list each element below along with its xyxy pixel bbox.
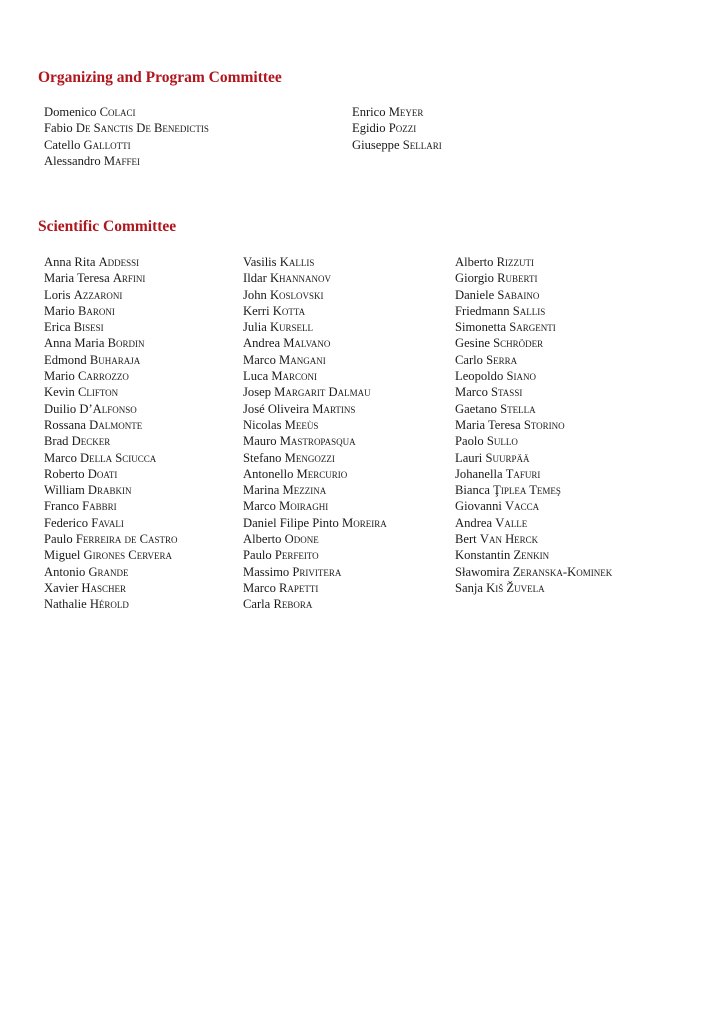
committee-member: [455, 564, 612, 580]
member-last-name: Martins: [312, 401, 356, 416]
committee-member: [455, 515, 612, 531]
member-first-name: Leopoldo: [455, 369, 504, 384]
committee-member: [44, 104, 209, 120]
member-first-name: Federico: [44, 515, 89, 530]
committee-member: [243, 531, 387, 547]
member-first-name: Catello: [44, 137, 81, 152]
member-last-name: Rizzuti: [496, 255, 535, 269]
committee-member: [455, 352, 612, 368]
member-first-name: Enrico: [352, 105, 386, 119]
committee-member: [44, 120, 209, 136]
member-last-name: Bisesi: [73, 320, 104, 335]
member-first-name: Mauro: [243, 434, 277, 449]
member-first-name: Julia: [243, 320, 267, 335]
member-last-name: Suurpää: [485, 450, 530, 465]
member-last-name: Clifton: [77, 385, 119, 400]
member-first-name: Ildar: [243, 271, 267, 286]
member-first-name: Domenico: [44, 105, 97, 119]
committee-member: [44, 254, 178, 270]
member-first-name: Marco: [455, 385, 488, 400]
committee-member: [44, 564, 178, 580]
member-first-name: Nicolas: [243, 417, 282, 432]
member-last-name: Stella: [500, 401, 536, 416]
member-first-name: Johanella: [455, 466, 503, 481]
committee-member: [44, 433, 178, 449]
committee-member: [44, 384, 178, 400]
member-last-name: Ruberti: [497, 271, 538, 286]
member-last-name: Hérold: [89, 597, 129, 612]
member-first-name: Giorgio: [455, 271, 494, 286]
member-last-name: Sullo: [486, 434, 518, 449]
committee-member: [243, 482, 387, 498]
organizing-committee-heading: Organizing and Program Committee: [38, 69, 282, 86]
member-last-name: Zenkin: [513, 548, 550, 563]
member-first-name: Anna Maria: [44, 336, 105, 351]
committee-member: [352, 120, 442, 136]
member-last-name: Della Sciucca: [80, 450, 157, 465]
committee-member: [44, 153, 209, 169]
committee-member: [44, 319, 178, 335]
member-last-name: Zeranska-Kominek: [512, 564, 613, 579]
member-first-name: William: [44, 483, 85, 498]
member-last-name: Kiš Žuvela: [486, 580, 545, 595]
member-first-name: Roberto: [44, 466, 85, 481]
member-last-name: Sargenti: [509, 320, 556, 335]
member-last-name: Serra: [486, 352, 518, 367]
member-last-name: Doati: [87, 466, 118, 481]
member-first-name: Paolo: [455, 434, 484, 449]
member-first-name: Maria Teresa: [44, 271, 110, 286]
committee-member: [455, 482, 612, 498]
member-last-name: Storino: [523, 417, 565, 432]
member-first-name: Josep: [243, 385, 271, 400]
committee-member: [243, 335, 387, 351]
member-last-name: Schröder: [493, 336, 544, 351]
member-last-name: D’Alfonso: [79, 401, 137, 416]
committee-member: [44, 450, 178, 466]
committee-member: [455, 384, 612, 400]
committee-member: [243, 384, 387, 400]
member-last-name: Carrozzo: [77, 369, 129, 384]
member-first-name: Marco: [243, 580, 276, 595]
member-first-name: Maria Teresa: [455, 417, 521, 432]
member-first-name: Kerri: [243, 303, 270, 318]
member-last-name: Odone: [284, 532, 319, 547]
committee-member: [44, 482, 178, 498]
member-last-name: Moreira: [342, 515, 387, 530]
member-first-name: Lauri: [455, 450, 483, 465]
member-last-name: Stassi: [491, 385, 523, 400]
member-last-name: Buharaja: [89, 352, 141, 367]
committee-member: [243, 433, 387, 449]
committee-member: [44, 401, 178, 417]
committee-member: [243, 450, 387, 466]
member-last-name: Hascher: [81, 580, 127, 595]
member-last-name: Addessi: [98, 255, 140, 269]
member-last-name: Khannanov: [269, 271, 332, 286]
committee-member: [455, 401, 612, 417]
committee-member: [455, 319, 612, 335]
member-last-name: Perfeito: [274, 548, 319, 563]
committee-member: [243, 368, 387, 384]
member-first-name: Fabio: [44, 121, 73, 136]
committee-member: [455, 498, 612, 514]
member-first-name: Konstantin: [455, 548, 511, 563]
member-first-name: Carlo: [455, 352, 483, 367]
member-last-name: Sallis: [512, 303, 546, 318]
member-last-name: Moiraghi: [279, 499, 329, 514]
committee-member: [243, 270, 387, 286]
committee-member: [44, 596, 178, 612]
committee-member: [44, 287, 178, 303]
member-first-name: Carla: [243, 597, 271, 612]
member-last-name: Meyer: [388, 105, 424, 119]
member-last-name: Grande: [88, 564, 129, 579]
committee-member: [455, 368, 612, 384]
member-first-name: Brad: [44, 434, 69, 449]
committee-member: [455, 580, 612, 596]
committee-member: [455, 450, 612, 466]
member-last-name: Favali: [91, 515, 124, 530]
member-last-name: Kursell: [269, 320, 314, 335]
organizing-committee-column-2: [352, 104, 442, 153]
member-last-name: Siano: [506, 369, 536, 384]
member-first-name: Antonello: [243, 466, 294, 481]
member-first-name: Gaetano: [455, 401, 497, 416]
member-first-name: Giuseppe: [352, 137, 400, 152]
member-last-name: Van Herck: [479, 532, 539, 547]
member-first-name: Sanja: [455, 580, 483, 595]
member-last-name: Kallis: [279, 255, 315, 269]
member-last-name: Sellari: [402, 137, 442, 152]
member-last-name: Mastropasqua: [279, 434, 356, 449]
member-last-name: Koslovski: [269, 287, 324, 302]
member-last-name: Rapetti: [279, 580, 319, 595]
member-last-name: Mengozzi: [284, 450, 335, 465]
committee-member: [352, 137, 442, 153]
committee-member: [243, 417, 387, 433]
committee-member: [455, 303, 612, 319]
scientific-committee-column-2: [243, 254, 387, 613]
committee-member: [44, 137, 209, 153]
member-first-name: Anna Rita: [44, 255, 96, 269]
organizing-committee-column-1: [44, 104, 209, 169]
member-last-name: Gallotti: [83, 137, 131, 152]
member-first-name: Kevin: [44, 385, 75, 400]
member-last-name: Mercurio: [296, 466, 348, 481]
committee-member: [44, 547, 178, 563]
committee-member: [455, 335, 612, 351]
committee-member: [243, 580, 387, 596]
committee-member: [455, 547, 612, 563]
member-last-name: Ţiplea Temeş: [493, 483, 561, 498]
committee-member: [44, 303, 178, 319]
committee-member: [455, 270, 612, 286]
member-last-name: Arfini: [112, 271, 146, 286]
committee-member: [44, 352, 178, 368]
committee-member: [352, 104, 442, 120]
member-first-name: Luca: [243, 369, 269, 384]
member-first-name: Andrea: [243, 336, 281, 351]
committee-member: [455, 254, 612, 270]
member-last-name: Drabkin: [87, 483, 132, 498]
member-first-name: Sławomira: [455, 564, 510, 579]
member-first-name: Antonio: [44, 564, 86, 579]
member-first-name: Mario: [44, 303, 75, 318]
member-last-name: Sabaino: [497, 287, 540, 302]
member-first-name: Alberto: [455, 255, 494, 269]
member-last-name: Privitera: [292, 564, 342, 579]
committee-member: [44, 531, 178, 547]
member-first-name: Paulo: [243, 548, 272, 563]
member-first-name: Marco: [243, 352, 276, 367]
committee-member: [455, 287, 612, 303]
member-last-name: Baroni: [77, 303, 115, 318]
committee-member: [243, 352, 387, 368]
member-last-name: Azzaroni: [73, 287, 123, 302]
member-first-name: Alberto: [243, 532, 282, 547]
member-last-name: Girones Cervera: [83, 548, 172, 563]
member-first-name: Egidio: [352, 121, 386, 136]
committee-member: [44, 270, 178, 286]
member-last-name: Meeùs: [284, 417, 319, 432]
scientific-committee-column-1: [44, 254, 178, 613]
member-first-name: Marco: [243, 499, 276, 514]
committee-member: [455, 417, 612, 433]
member-last-name: Valle: [495, 515, 528, 530]
scientific-committee-column-3: [455, 254, 612, 596]
committee-member: [44, 417, 178, 433]
member-first-name: Simonetta: [455, 320, 507, 335]
committee-member: [455, 466, 612, 482]
member-first-name: Vasilis: [243, 255, 277, 269]
member-last-name: Mezzina: [282, 483, 327, 498]
member-first-name: Marina: [243, 483, 280, 498]
committee-member: [44, 368, 178, 384]
member-first-name: Alessandro: [44, 153, 101, 168]
member-last-name: De Sanctis De Benedictis: [75, 121, 209, 136]
member-first-name: Erica: [44, 320, 71, 335]
member-first-name: Massimo: [243, 564, 290, 579]
member-last-name: Dalmonte: [89, 417, 143, 432]
member-last-name: Kotta: [272, 303, 306, 318]
committee-member: [243, 303, 387, 319]
member-first-name: Miguel: [44, 548, 81, 563]
member-last-name: Bordin: [107, 336, 145, 351]
member-first-name: Gesine: [455, 336, 490, 351]
member-last-name: Margarit Dalmau: [274, 385, 371, 400]
member-first-name: José Oliveira: [243, 401, 310, 416]
member-last-name: Ferreira de Castro: [75, 532, 178, 547]
member-last-name: Rebora: [273, 597, 313, 612]
committee-member: [243, 498, 387, 514]
member-first-name: Stefano: [243, 450, 282, 465]
member-last-name: Maffei: [103, 153, 141, 168]
committee-member: [44, 498, 178, 514]
committee-member: [243, 254, 387, 270]
committee-member: [243, 319, 387, 335]
member-first-name: Duilio: [44, 401, 77, 416]
member-last-name: Malvano: [283, 336, 331, 351]
committee-member: [243, 596, 387, 612]
member-first-name: Daniel Filipe Pinto: [243, 515, 339, 530]
member-first-name: Franco: [44, 499, 79, 514]
member-last-name: Colaci: [99, 105, 136, 119]
committee-member: [243, 466, 387, 482]
member-last-name: Fabbri: [82, 499, 117, 514]
committee-member: [455, 433, 612, 449]
member-first-name: Xavier: [44, 580, 79, 595]
committee-member: [243, 287, 387, 303]
committee-member: [243, 401, 387, 417]
committee-member: [455, 531, 612, 547]
member-first-name: John: [243, 287, 267, 302]
member-first-name: Edmond: [44, 352, 87, 367]
committee-member: [44, 580, 178, 596]
member-last-name: Vacca: [505, 499, 540, 514]
member-first-name: Mario: [44, 369, 75, 384]
member-first-name: Daniele: [455, 287, 495, 302]
member-first-name: Rossana: [44, 417, 86, 432]
member-first-name: Bianca: [455, 483, 490, 498]
member-first-name: Bert: [455, 532, 477, 547]
committee-member: [44, 515, 178, 531]
member-first-name: Paulo: [44, 532, 73, 547]
member-last-name: Pozzi: [388, 121, 417, 136]
member-last-name: Tafuri: [505, 466, 541, 481]
member-last-name: Marconi: [271, 369, 318, 384]
member-last-name: Decker: [71, 434, 111, 449]
committee-member: [243, 564, 387, 580]
scientific-committee-heading: Scientific Committee: [38, 218, 177, 235]
member-first-name: Marco: [44, 450, 77, 465]
member-last-name: Mangani: [279, 352, 326, 367]
member-first-name: Giovanni: [455, 499, 502, 514]
committee-member: [44, 466, 178, 482]
member-first-name: Loris: [44, 287, 71, 302]
committee-member: [243, 515, 387, 531]
committee-member: [243, 547, 387, 563]
member-first-name: Andrea: [455, 515, 493, 530]
member-first-name: Friedmann: [455, 303, 510, 318]
committee-member: [44, 335, 178, 351]
member-first-name: Nathalie: [44, 597, 87, 612]
